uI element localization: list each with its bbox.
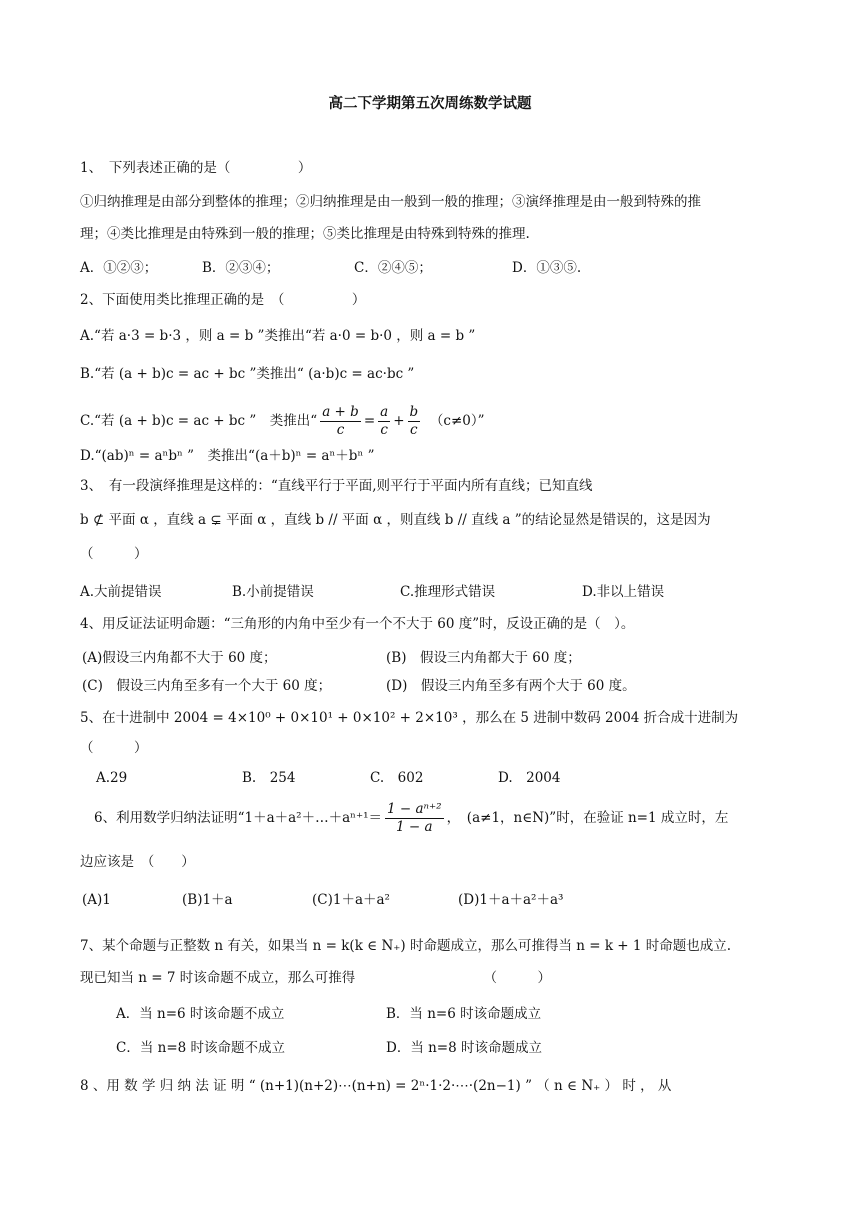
question-1-option-c: C．②④⑤； [354, 260, 432, 276]
question-5-line-2: （ ） [80, 740, 148, 756]
question-3-option-c: C.推理形式错误 [400, 584, 496, 600]
question-4-option-a: (A)假设三内角都不大于 60 度； [82, 650, 277, 666]
question-7-option-a: A．当 n=6 时该命题不成立 [116, 1006, 285, 1022]
plus-sign: + [393, 413, 405, 429]
question-4-option-d: (D) 假设三内角至多有两个大于 60 度。 [386, 678, 636, 694]
question-6-option-a: (A)1 [82, 892, 111, 908]
question-7-stem: 7、某个命题与正整数 n 有关，如果当 n = k(k ∈ N₊) 时命题成立，那么可推得当 n = k + 1 时命题也成立. [80, 938, 732, 954]
question-7-option-c: C．当 n=8 时该命题不成立 [116, 1040, 286, 1056]
question-4-stem: 4、用反证法证明命题：“三角形的内角中至少有一个不大于 60 度”时，反设正确的是（ ）。 [80, 616, 635, 632]
question-1-line-2: 理；④类比推理是由特殊到一般的推理；⑤类比推理是由特殊到特殊的推理. [80, 226, 530, 242]
question-7-line-2: 现已知当 n = 7 时该命题不成立，那么可推得 （ ） [80, 970, 552, 986]
page-title: 高二下学期第五次周练数学试题 [328, 96, 532, 112]
question-2-option-c-suffix: （c≠0）” [423, 413, 485, 429]
question-7-option-d: D．当 n=8 时该命题成立 [386, 1040, 543, 1056]
question-2-option-c-prefix: C.“若 (a + b)c = ac + bc ” 类推出“ [80, 413, 318, 429]
question-2-option-b: B.“若 (a + b)c = ac + bc ”类推出“ (a·b)c = ac·bc ” [80, 366, 415, 382]
question-6-option-c: (C)1＋a＋a² [312, 892, 390, 908]
question-1-option-d: D．①③⑤. [512, 260, 582, 276]
question-3-option-a: A.大前提错误 [80, 584, 162, 600]
fraction-a-over-c [378, 404, 390, 439]
fraction-numerator: b [409, 404, 419, 420]
question-8-stem: 8 、用 数 学 归 纳 法 证 明 “ (n+1)(n+2)⋯(n+n) = 2ⁿ·1·2·⋯·(2n−1) ” （ n ∈ N₊ ） 时 ， 从 [80, 1078, 672, 1094]
question-1-line-1: ①归纳推理是由部分到整体的推理；②归纳推理是由一般到一般的推理；③演绎推理是由一般到特殊的推 [80, 194, 701, 210]
question-6-line-2: 边应该是 （ ） [80, 854, 195, 870]
question-3-line-2: b ⊄ 平面 α ，直线 a ⊊ 平面 α ，直线 b // 平面 α ，则直线 b // 直线 a ”的结论显然是错误的，这是因为 [80, 512, 711, 528]
question-6-suffix: ， (a≠1，n∈N)”时，在验证 n=1 成立时，左 [446, 810, 729, 826]
fraction-numerator: a + b [322, 404, 359, 420]
question-3-line-3: （ ） [80, 546, 148, 562]
question-3-option-b: B.小前提错误 [232, 584, 314, 600]
question-5-stem: 5、在十进制中 2004 = 4×10⁰ + 0×10¹ + 0×10² + 2×10³ ，那么在 5 进制中数码 2004 折合成十进制为 [80, 710, 739, 726]
question-1-option-a: A．①②③； [80, 260, 158, 276]
fraction-denominator: c [408, 421, 421, 439]
question-7-option-b: B．当 n=6 时该命题成立 [386, 1006, 542, 1022]
question-6-stem [94, 798, 728, 838]
question-2-option-c [80, 402, 485, 440]
question-4-option-c: (C) 假设三内角至多有一个大于 60 度； [82, 678, 332, 694]
question-2-stem: 2、下面使用类比推理正确的是 （ ） [80, 292, 366, 308]
fraction-geometric-sum [385, 801, 444, 836]
question-1-stem: 1、 下列表述正确的是（ ） [80, 160, 312, 176]
question-6-option-b: (B)1＋a [182, 892, 233, 908]
fraction-denominator: c [320, 421, 361, 439]
fraction-numerator: 1 − aⁿ⁺² [387, 801, 442, 817]
fraction-a-plus-b-over-c [320, 404, 361, 439]
question-5-option-d: D. 2004 [498, 770, 561, 786]
fraction-denominator: c [378, 421, 390, 439]
question-3-option-d: D.非以上错误 [582, 584, 665, 600]
question-6-prefix: 6、利用数学归纳法证明“1＋a＋a²＋…＋aⁿ⁺¹＝ [94, 810, 383, 826]
fraction-denominator: 1 − a [385, 818, 444, 836]
question-5-option-b: B. 254 [242, 770, 296, 786]
fraction-numerator: a [380, 404, 389, 420]
question-1-option-b: B．②③④； [202, 260, 280, 276]
question-5-option-a: A.29 [96, 770, 128, 786]
question-2-option-d: D.“(ab)ⁿ = aⁿbⁿ ” 类推出“(a＋b)ⁿ = aⁿ＋bⁿ ” [80, 448, 375, 464]
equals-sign: = [363, 413, 376, 429]
question-2-option-a: A.“若 a·3 = b·3 ，则 a = b ”类推出“若 a·0 = b·0 ，则 a = b ” [80, 328, 476, 344]
question-4-option-b: (B) 假设三内角都大于 60 度； [386, 650, 581, 666]
fraction-b-over-c [408, 404, 421, 439]
question-3-stem: 3、 有一段演绎推理是这样的：“直线平行于平面,则平行于平面内所有直线；已知直线 [80, 478, 593, 494]
question-5-option-c: C. 602 [370, 770, 424, 786]
question-6-option-d: (D)1＋a＋a²＋a³ [458, 892, 564, 908]
